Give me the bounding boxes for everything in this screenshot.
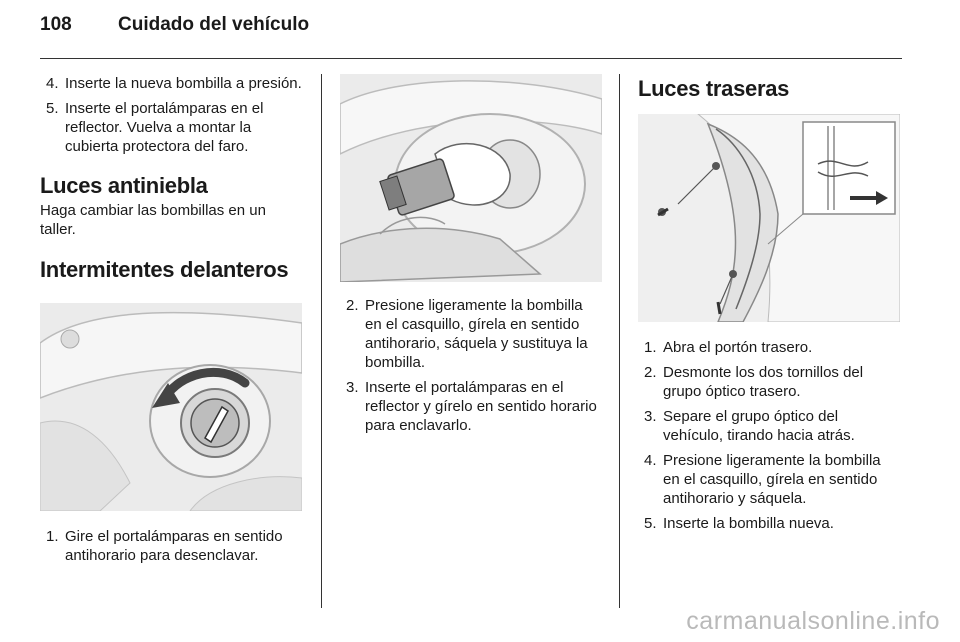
step-item: 2. Presione ligeramente la bombilla en el casquillo, gírela en sentido antihorario, sáquela y sustituya la bombilla. xyxy=(346,297,588,371)
column-left xyxy=(40,74,302,571)
figure-bulb-replacement xyxy=(340,74,602,282)
column-divider-2 xyxy=(619,74,620,608)
fog-lights-text: Haga cambiar las bombillas en un taller. xyxy=(40,202,266,238)
rear-light-cluster-illustration xyxy=(638,114,900,322)
step-item: 2. Desmonte los dos tornillos del grupo óptico trasero. xyxy=(644,364,864,400)
step-item: 3. Inserte el portalámparas en el reflector y gírelo en sentido horario para enclavarlo. xyxy=(346,379,597,434)
step-item: 4. Presione ligeramente la bombilla en el casquillo, gírela en sentido antihorario y sáquela. xyxy=(644,452,881,507)
column-divider-1 xyxy=(321,74,322,608)
step-list-bulb xyxy=(340,296,602,435)
step-item: 1. Abra el portón trasero. xyxy=(644,339,813,356)
page-title: Cuidado del vehículo xyxy=(118,14,310,35)
header-divider xyxy=(40,58,902,59)
step-item: 1. Gire el portalámparas en sentido antihorario para desenclavar. xyxy=(46,528,283,564)
figure-front-indicator xyxy=(40,303,302,511)
step-item: 3. Separe el grupo óptico del vehículo, tirando hacia atrás. xyxy=(644,408,855,444)
step-list-continued xyxy=(40,74,302,156)
section-title-rear-lights: Luces traseras xyxy=(638,76,790,101)
step-item: 4. Inserte la nueva bombilla a presión. xyxy=(46,75,302,92)
watermark: carmanualsonline.info xyxy=(686,607,940,635)
step-list-indicators xyxy=(40,527,302,565)
step-list-rear-lights xyxy=(638,338,900,533)
column-right xyxy=(638,74,900,539)
page-number: 108 xyxy=(40,14,72,35)
section-title-fog-lights: Luces antiniebla xyxy=(40,173,208,198)
bulb-in-hand-illustration xyxy=(340,74,602,282)
column-middle xyxy=(340,74,602,441)
step-item: 5. Inserte el portalámparas en el reflector. Vuelva a montar la cubierta protectora del faro. xyxy=(46,100,264,155)
figure-rear-lights xyxy=(638,114,900,322)
section-title-front-indicators: Intermitentes delanteros xyxy=(40,257,289,282)
bulb-holder-illustration xyxy=(40,303,302,511)
step-item: 5. Inserte la bombilla nueva. xyxy=(644,515,834,532)
